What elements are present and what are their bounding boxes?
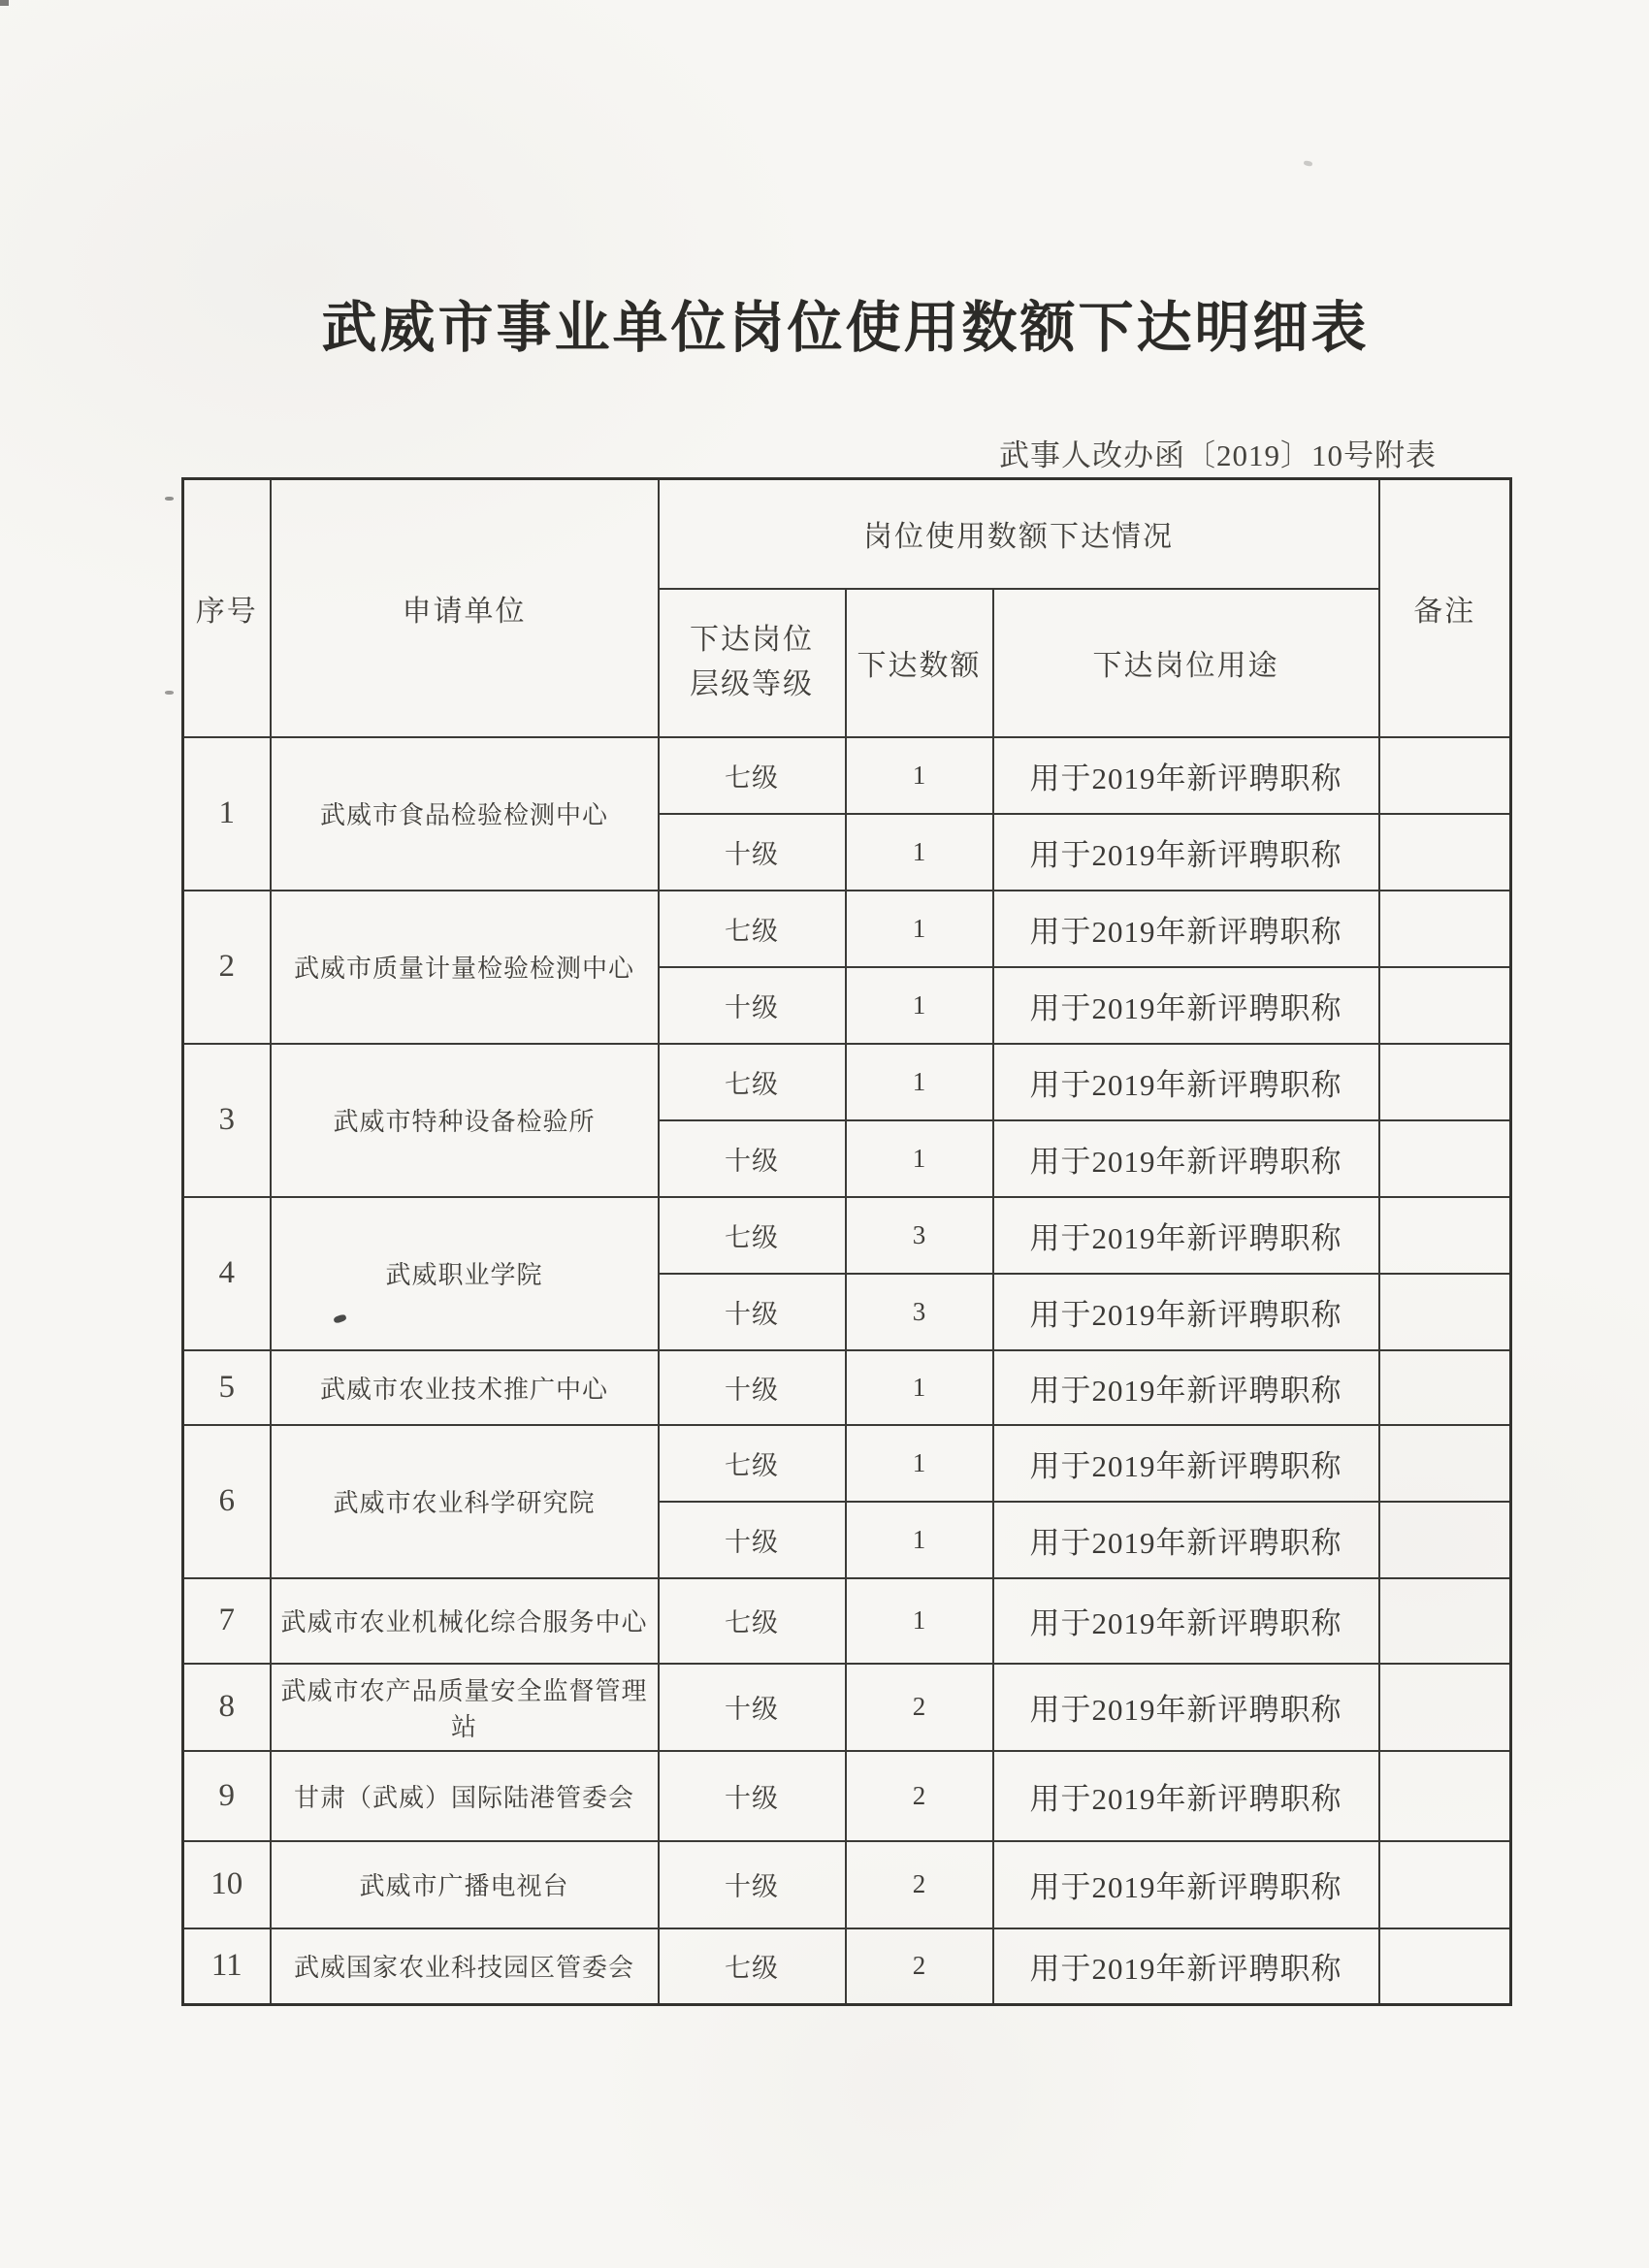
- purpose-cell: 用于2019年新评聘职称: [993, 1928, 1379, 2005]
- remarks-cell: [1379, 1502, 1511, 1578]
- table-row: [183, 1350, 1511, 1425]
- row-index-cell: 10: [183, 1841, 271, 1928]
- purpose-cell: 用于2019年新评聘职称: [993, 1044, 1379, 1120]
- header-unit: 申请单位: [271, 479, 659, 737]
- level-cell: 十级: [659, 967, 846, 1044]
- purpose-cell: 用于2019年新评聘职称: [993, 1350, 1379, 1425]
- remarks-cell: [1379, 1197, 1511, 1274]
- table-row: [183, 1425, 1511, 1502]
- header-level-line2: 层级等级: [690, 668, 814, 700]
- table-row: [183, 1928, 1511, 2005]
- remarks-cell: [1379, 1425, 1511, 1502]
- remarks-cell: [1379, 1928, 1511, 2005]
- amount-cell: 1: [846, 1120, 993, 1197]
- purpose-cell: 用于2019年新评聘职称: [993, 1578, 1379, 1664]
- scan-artifact-tick: [165, 497, 174, 501]
- amount-cell: 2: [846, 1928, 993, 2005]
- remarks-cell: [1379, 1350, 1511, 1425]
- header-amount: 下达数额: [846, 589, 993, 737]
- unit-cell: 武威市质量计量检验检测中心: [271, 891, 659, 1044]
- row-index-cell: 8: [183, 1664, 271, 1751]
- purpose-cell: 用于2019年新评聘职称: [993, 814, 1379, 891]
- row-index-cell: 5: [183, 1350, 271, 1425]
- level-cell: 十级: [659, 1274, 846, 1350]
- row-index-cell: 1: [183, 737, 271, 891]
- level-cell: 七级: [659, 1044, 846, 1120]
- header-row-1: [183, 479, 1511, 589]
- level-cell: 七级: [659, 737, 846, 814]
- header-quota-group: 岗位使用数额下达情况: [659, 479, 1379, 589]
- table-body: [183, 737, 1511, 2005]
- table-row: [183, 1197, 1511, 1274]
- level-cell: 十级: [659, 814, 846, 891]
- amount-cell: 2: [846, 1751, 993, 1841]
- purpose-cell: 用于2019年新评聘职称: [993, 1841, 1379, 1928]
- row-index-cell: 7: [183, 1578, 271, 1664]
- remarks-cell: [1379, 1664, 1511, 1751]
- amount-cell: 1: [846, 737, 993, 814]
- row-index-cell: 4: [183, 1197, 271, 1350]
- level-cell: 七级: [659, 891, 846, 967]
- row-index-cell: 2: [183, 891, 271, 1044]
- amount-cell: 1: [846, 1350, 993, 1425]
- purpose-cell: 用于2019年新评聘职称: [993, 1502, 1379, 1578]
- amount-cell: 1: [846, 1044, 993, 1120]
- scan-artifact-corner: [0, 0, 9, 6]
- remarks-cell: [1379, 967, 1511, 1044]
- amount-cell: 3: [846, 1274, 993, 1350]
- unit-cell: 武威市广播电视台: [271, 1841, 659, 1928]
- level-cell: 十级: [659, 1841, 846, 1928]
- document-reference: 武事人改办函〔2019〕10号附表: [999, 438, 1437, 472]
- level-cell: 十级: [659, 1502, 846, 1578]
- row-index-cell: 3: [183, 1044, 271, 1197]
- unit-cell: 武威市农业机械化综合服务中心: [271, 1578, 659, 1664]
- amount-cell: 3: [846, 1197, 993, 1274]
- purpose-cell: 用于2019年新评聘职称: [993, 1751, 1379, 1841]
- document-title: 武威市事业单位岗位使用数额下达明细表: [321, 298, 1370, 359]
- table-row: [183, 1751, 1511, 1841]
- level-cell: 七级: [659, 1197, 846, 1274]
- scan-artifact-tick: [165, 691, 174, 695]
- amount-cell: 1: [846, 814, 993, 891]
- purpose-cell: 用于2019年新评聘职称: [993, 737, 1379, 814]
- remarks-cell: [1379, 737, 1511, 814]
- unit-cell: 武威市食品检验检测中心: [271, 737, 659, 891]
- unit-cell: 武威市农业科学研究院: [271, 1425, 659, 1578]
- table-row: [183, 1664, 1511, 1751]
- amount-cell: 1: [846, 967, 993, 1044]
- header-remarks: 备注: [1379, 479, 1511, 737]
- header-index: 序号: [183, 479, 271, 737]
- table-row: [183, 737, 1511, 814]
- level-cell: 十级: [659, 1751, 846, 1841]
- purpose-cell: 用于2019年新评聘职称: [993, 1120, 1379, 1197]
- quota-table: [181, 477, 1512, 2006]
- remarks-cell: [1379, 1578, 1511, 1664]
- remarks-cell: [1379, 1751, 1511, 1841]
- amount-cell: 1: [846, 891, 993, 967]
- amount-cell: 1: [846, 1578, 993, 1664]
- row-index-cell: 6: [183, 1425, 271, 1578]
- remarks-cell: [1379, 1120, 1511, 1197]
- amount-cell: 1: [846, 1425, 993, 1502]
- header-level: [659, 589, 846, 737]
- purpose-cell: 用于2019年新评聘职称: [993, 967, 1379, 1044]
- table-header: [183, 479, 1511, 737]
- amount-cell: 2: [846, 1841, 993, 1928]
- remarks-cell: [1379, 1841, 1511, 1928]
- purpose-cell: 用于2019年新评聘职称: [993, 1197, 1379, 1274]
- header-level-line1: 下达岗位: [690, 623, 814, 656]
- unit-cell: 甘肃（武威）国际陆港管委会: [271, 1751, 659, 1841]
- level-cell: 七级: [659, 1928, 846, 2005]
- unit-cell: 武威市农业技术推广中心: [271, 1350, 659, 1425]
- table-row: [183, 1841, 1511, 1928]
- amount-cell: 2: [846, 1664, 993, 1751]
- unit-cell: 武威市特种设备检验所: [271, 1044, 659, 1197]
- level-cell: 七级: [659, 1425, 846, 1502]
- purpose-cell: 用于2019年新评聘职称: [993, 1425, 1379, 1502]
- unit-cell: 武威国家农业科技园区管委会: [271, 1928, 659, 2005]
- remarks-cell: [1379, 1044, 1511, 1120]
- header-purpose: 下达岗位用途: [993, 589, 1379, 737]
- amount-cell: 1: [846, 1502, 993, 1578]
- remarks-cell: [1379, 1274, 1511, 1350]
- table-row: [183, 1044, 1511, 1120]
- unit-cell: 武威市农产品质量安全监督管理站: [271, 1664, 659, 1751]
- remarks-cell: [1379, 891, 1511, 967]
- level-cell: 十级: [659, 1120, 846, 1197]
- purpose-cell: 用于2019年新评聘职称: [993, 1274, 1379, 1350]
- purpose-cell: 用于2019年新评聘职称: [993, 1664, 1379, 1751]
- unit-cell: 武威职业学院: [271, 1197, 659, 1350]
- remarks-cell: [1379, 814, 1511, 891]
- row-index-cell: 11: [183, 1928, 271, 2005]
- table-row: [183, 891, 1511, 967]
- level-cell: 十级: [659, 1350, 846, 1425]
- level-cell: 七级: [659, 1578, 846, 1664]
- purpose-cell: 用于2019年新评聘职称: [993, 891, 1379, 967]
- level-cell: 十级: [659, 1664, 846, 1751]
- table-row: [183, 1578, 1511, 1664]
- row-index-cell: 9: [183, 1751, 271, 1841]
- scan-artifact-speck: [1304, 160, 1313, 167]
